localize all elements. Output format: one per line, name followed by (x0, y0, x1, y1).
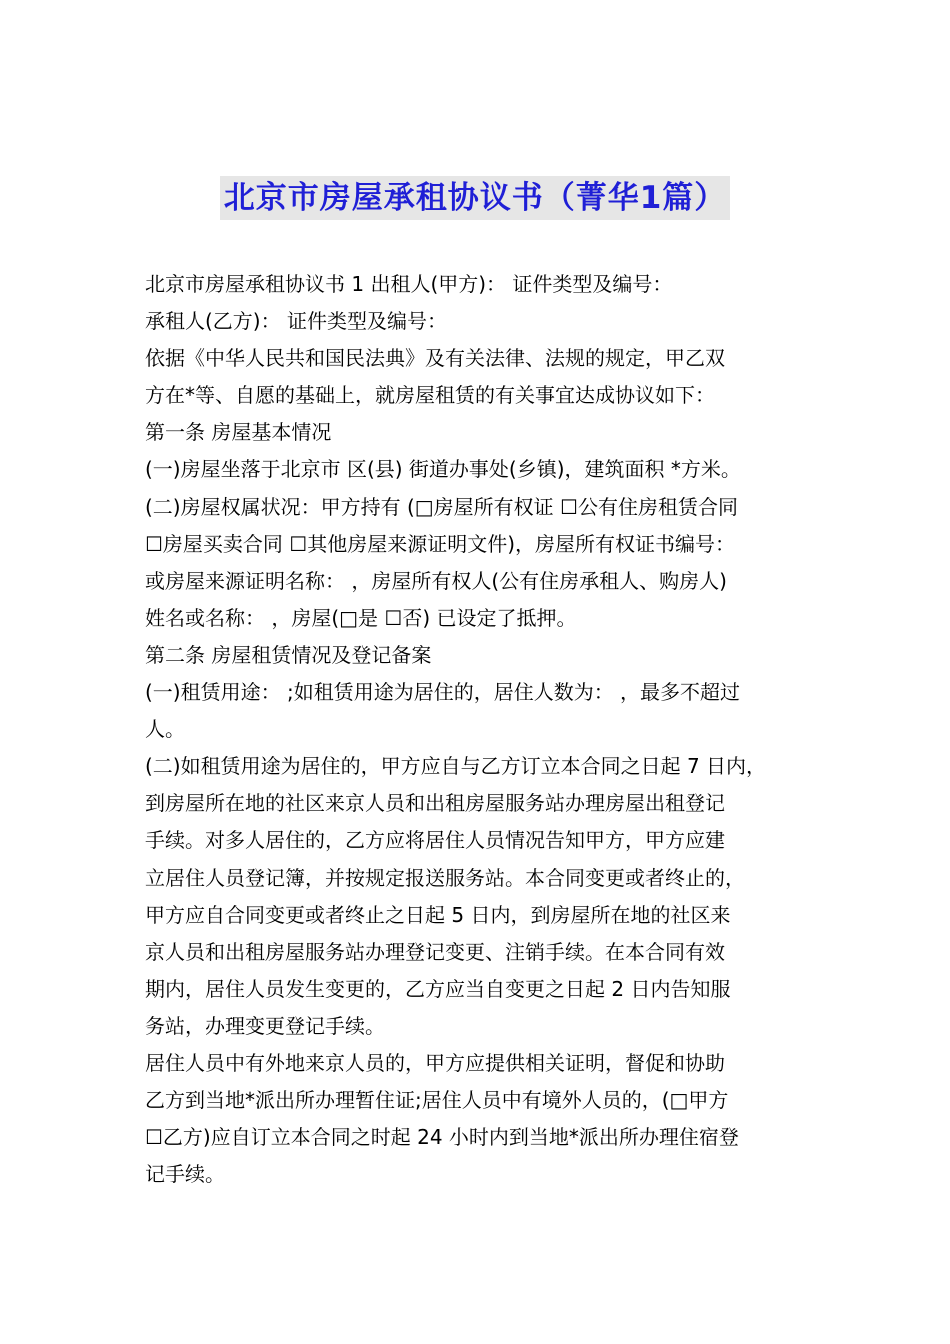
body-line: 北京市房屋承租协议书 1 出租人(甲方)： 证件类型及编号： (145, 272, 673, 296)
body-line: 方在*等、自愿的基础上，就房屋租赁的有关事宜达成协议如下： (145, 383, 715, 408)
body-line: 到房屋所在地的社区来京人员和出租房屋服务站办理房屋出租登记 (145, 791, 725, 816)
body-line: ☐房屋买卖合同 ☐其他房屋来源证明文件)，房屋所有权证书编号： (145, 531, 736, 556)
body-line: 依据《中华人民共和国民法典》及有关法律、法规的规定，甲乙双 (145, 346, 725, 371)
title-container (0, 176, 950, 220)
body-line: 人。 (145, 717, 185, 742)
document-body (145, 266, 813, 1193)
body-line: 京人员和出租房屋服务站办理登记变更、注销手续。在本合同有效 (145, 939, 725, 964)
body-line: 手续。对多人居住的，乙方应将居住人员情况告知甲方，甲方应建 (145, 828, 725, 853)
body-line: 期内，居住人员发生变更的，乙方应当自变更之日起 2 日内告知服 (145, 976, 731, 1001)
body-line: ☐乙方)应自订立本合同之时起 24 小时内到当地*派出所办理住宿登 (145, 1125, 739, 1150)
body-line: (一)房屋坐落于北京市 区(县) 街道办事处(乡镇)，建筑面积 *方米。 (145, 457, 741, 482)
body-line: (一)租赁用途： ;如租赁用途为居住的，居住人数为： ，最多不超过 (145, 680, 741, 705)
document-title: 北京市房屋承租协议书（菁华1篇） (220, 176, 731, 220)
body-line: 姓名或名称： ，房屋(□是 ☐否) 已设定了抵押。 (145, 605, 577, 630)
body-line: 记手续。 (145, 1162, 225, 1187)
body-line: (二)房屋权属状况：甲方持有 (□房屋所有权证 ☐公有住房租赁合同 (145, 494, 738, 519)
body-line: 承租人(乙方)： 证件类型及编号： (145, 309, 447, 334)
section-heading: 第二条 房屋租赁情况及登记备案 (145, 642, 432, 667)
body-line: 立居住人员登记簿，并按规定报送服务站。本合同变更或者终止的， (145, 865, 745, 890)
body-line: 或房屋来源证明名称： ，房屋所有权人(公有住房承租人、购房人) (145, 568, 727, 593)
section-heading: 第一条 房屋基本情况 (145, 420, 332, 445)
body-line: 甲方应自合同变更或者终止之日起 5 日内，到房屋所在地的社区来 (145, 902, 731, 927)
body-line: 务站，办理变更登记手续。 (145, 1013, 385, 1038)
body-line: 乙方到当地*派出所办理暂住证;居住人员中有境外人员的，(□甲方 (145, 1088, 729, 1113)
body-line: (二)如租赁用途为居住的，甲方应自与乙方订立本合同之日起 7 日内， (145, 754, 767, 779)
body-line: 居住人员中有外地来京人员的，甲方应提供相关证明，督促和协助 (145, 1050, 725, 1075)
